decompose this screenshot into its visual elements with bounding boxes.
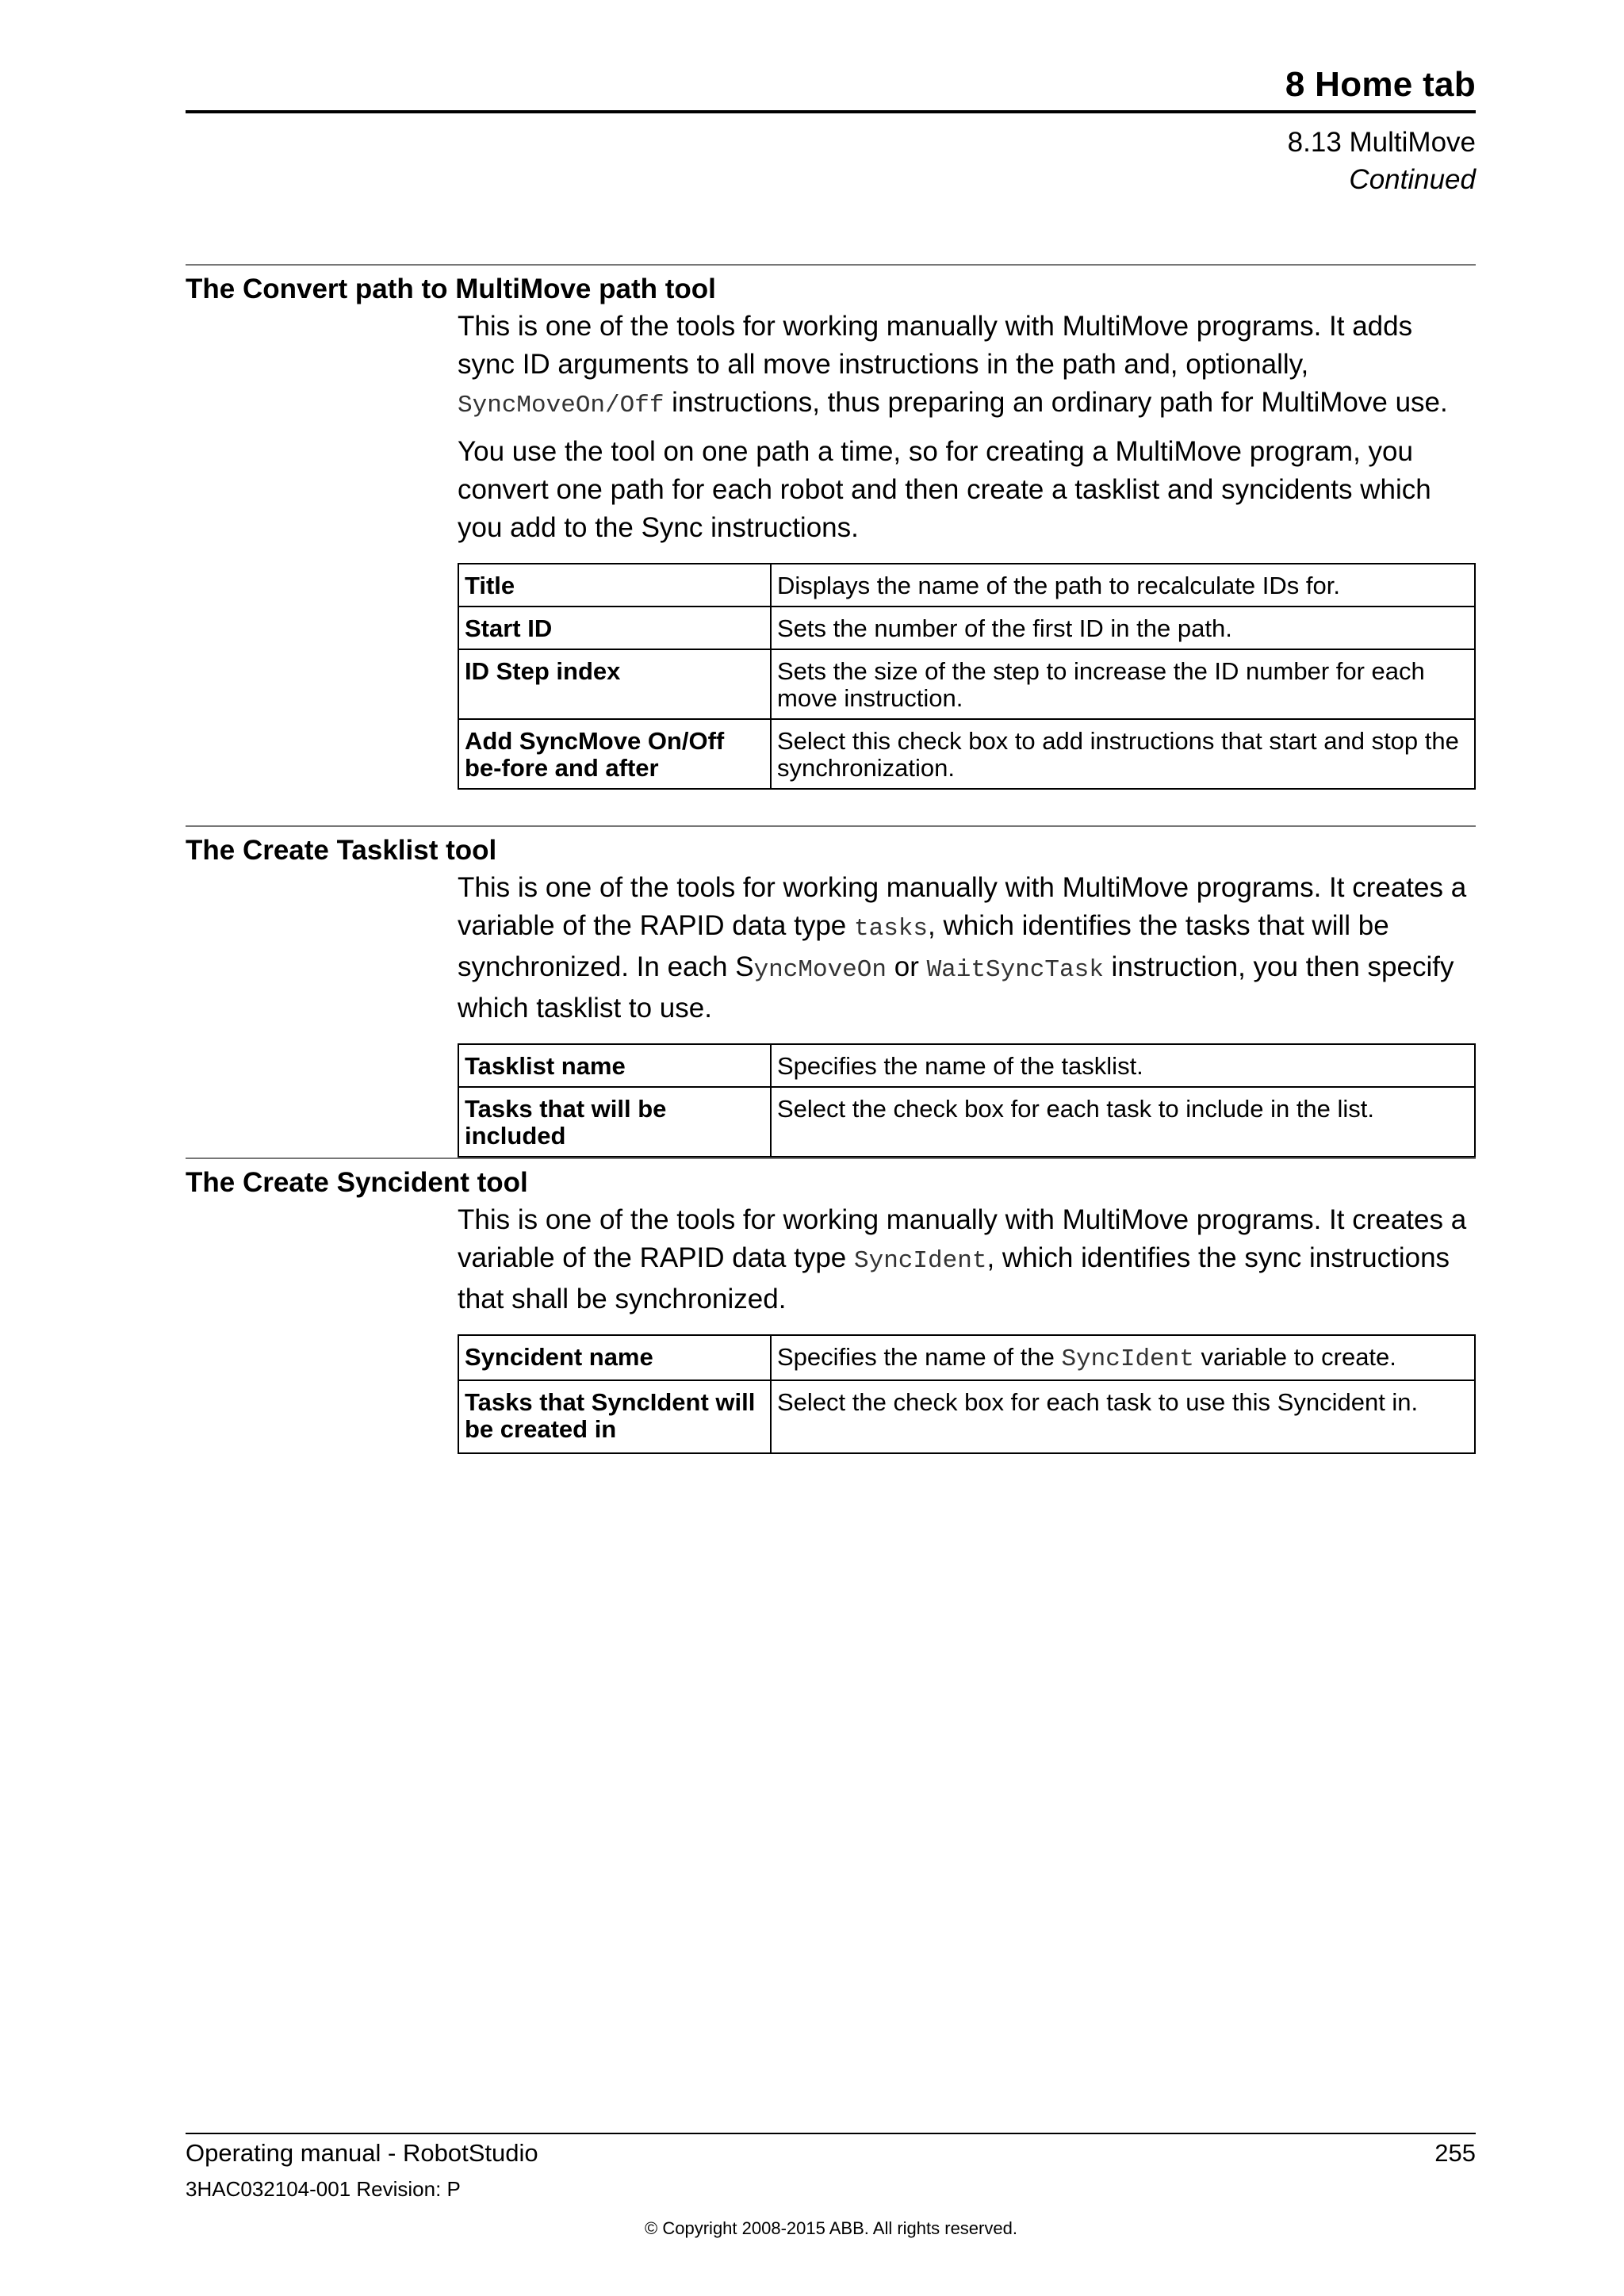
table-term: Start ID <box>458 607 771 649</box>
create-tasklist-section <box>186 825 1476 1158</box>
continued-label: Continued <box>1349 164 1476 195</box>
footer-manual-title: Operating manual - RobotStudio <box>186 2139 538 2167</box>
code-tasks: tasks <box>854 915 929 943</box>
header-rule <box>186 110 1476 113</box>
code-waitsynctask: WaitSyncTask <box>926 956 1104 985</box>
table-description: Displays the name of the path to recalculate IDs for. <box>771 564 1475 607</box>
table-row <box>458 1380 1475 1453</box>
code-syncident-cell: SyncIdent <box>1061 1345 1194 1374</box>
copyright-notice: © Copyright 2008-2015 ABB. All rights reserved. <box>645 2218 1017 2238</box>
table-description: Select the check box for each task to include in the list. <box>771 1087 1475 1157</box>
table-row <box>458 564 1475 607</box>
table-row <box>458 607 1475 649</box>
code-syncmoveonoff: SyncMoveOn/Off <box>458 392 665 420</box>
table-term: Tasklist name <box>458 1044 771 1087</box>
section-body <box>458 869 1476 1158</box>
table-description: Sets the number of the first ID in the path. <box>771 607 1475 649</box>
convert-path-section <box>186 264 1476 790</box>
table-description: Specifies the name of the SyncIdent variable to create. <box>771 1335 1475 1380</box>
table-row <box>458 1087 1475 1157</box>
table-description: Select this check box to add instructions that start and stop the synchronization. <box>771 719 1475 789</box>
convert-path-table <box>458 563 1476 790</box>
code-syncident: SyncIdent <box>854 1247 987 1276</box>
table-term: ID Step index <box>458 649 771 719</box>
footer-rule <box>186 2133 1476 2134</box>
table-term: Tasks that will be included <box>458 1087 771 1157</box>
create-tasklist-table <box>458 1043 1476 1158</box>
table-description: Select the check box for each task to use this Syncident in. <box>771 1380 1475 1453</box>
page-number: 255 <box>1434 2139 1476 2167</box>
table-row <box>458 649 1475 719</box>
section-body <box>458 1201 1476 1454</box>
table-term: Syncident name <box>458 1335 771 1380</box>
convert-paragraph-2: You use the tool on one path a time, so for creating a MultiMove program, you convert one path for each robot and then create a tasklist and syncidents which you add to the Sync instructions. <box>458 436 1431 544</box>
section-divider <box>186 1158 1476 1159</box>
section-heading-create-tasklist: The Create Tasklist tool <box>186 835 497 866</box>
section-divider <box>186 264 1476 266</box>
table-term: Add SyncMove On/Off be-fore and after <box>458 719 771 789</box>
create-syncident-section <box>186 1158 1476 1454</box>
table-row <box>458 1044 1475 1087</box>
section-body <box>458 308 1476 790</box>
section-divider <box>186 825 1476 827</box>
section-reference: 8.13 MultiMove <box>1287 127 1476 158</box>
chapter-title: 8 Home tab <box>1285 65 1476 104</box>
table-row <box>458 1335 1475 1380</box>
table-row <box>458 719 1475 789</box>
table-description: Sets the size of the step to increase the ID number for each move instruction. <box>771 649 1475 719</box>
tasklist-paragraph-1: This is one of the tools for working manually with MultiMove programs. It creates a variable of the RAPID data type tasks, which identifies the tasks that will be synchronized. In each SyncMoveOn or WaitSyncTask instruction, you then specify which tasklist to use. <box>458 872 1467 1024</box>
table-term: Title <box>458 564 771 607</box>
section-heading-create-syncident: The Create Syncident tool <box>186 1167 528 1198</box>
section-heading-convert-path: The Convert path to MultiMove path tool <box>186 274 716 304</box>
convert-paragraph-1: This is one of the tools for working manually with MultiMove programs. It adds sync ID arguments to all move instructions in the path and, optionally, SyncMoveOn/Off instructions, thus preparing an ordinary path for MultiMove use. <box>458 311 1448 420</box>
document-id: 3HAC032104-001 Revision: P <box>186 2177 461 2201</box>
code-syncmoveon: yncMoveOn <box>753 956 887 985</box>
syncident-paragraph-1: This is one of the tools for working manually with MultiMove programs. It creates a variable of the RAPID data type SyncIdent, which identifies the sync instructions that shall be synchronized. <box>458 1204 1467 1315</box>
table-term: Tasks that SyncIdent will be created in <box>458 1380 771 1453</box>
table-description: Specifies the name of the tasklist. <box>771 1044 1475 1087</box>
create-syncident-table <box>458 1334 1476 1454</box>
